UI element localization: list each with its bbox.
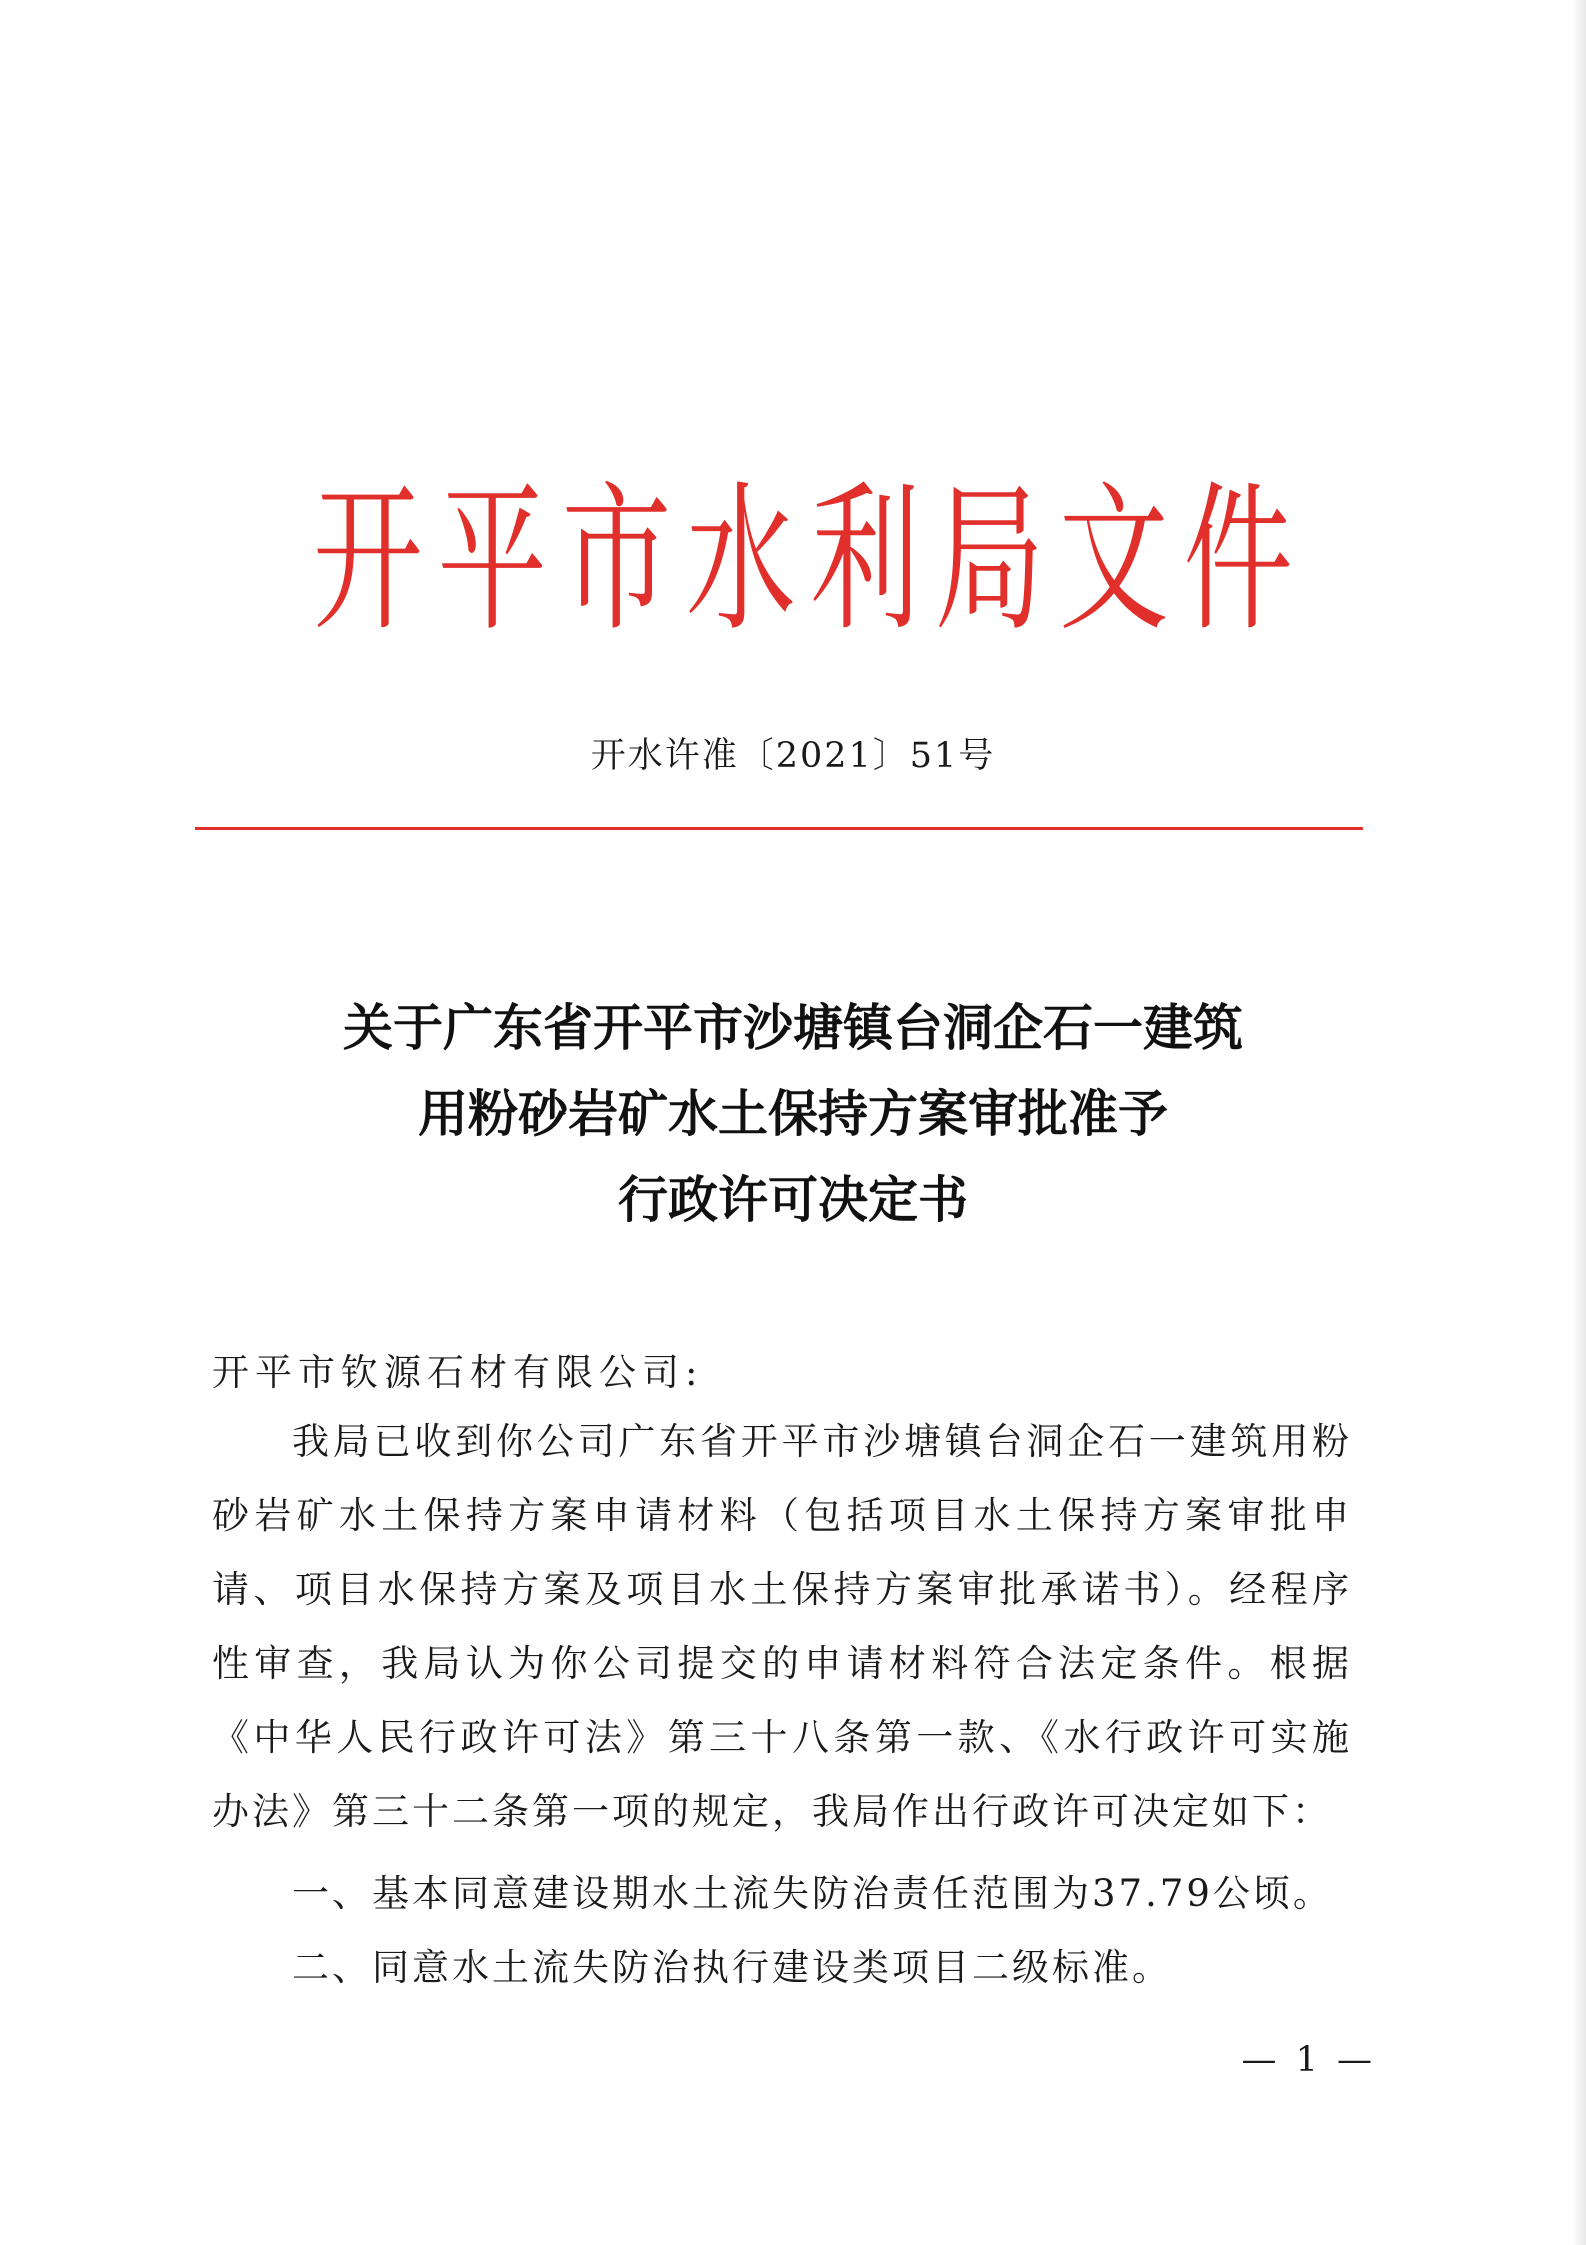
document-number: 开水许准〔2021〕51号 — [590, 736, 996, 776]
title-line-3: 行政许可决定书 — [618, 1170, 968, 1229]
decision-item-1: 一、基本同意建设期水土流失防治责任范围为37.79公顷。 — [292, 1872, 1333, 1915]
document-title — [0, 985, 1586, 1243]
title-line-1: 关于广东省开平市沙塘镇台洞企石一建筑 — [343, 998, 1243, 1057]
addressee: 开平市钦源石材有限公司: — [212, 1351, 704, 1394]
body-paragraph: 我局已收到你公司广东省开平市沙塘镇台洞企石一建筑用粉砂岩矿水土保持方案申请材料（包括项目水土保持方案审批申请、项目水保持方案及项目水土保持方案审批承诺书）。经程序性审查，我局认为你公司提交的申请材料符合法定条件。根据《中华人民行政许可法》第三十八条第一款、《水行政许可实施办法》第三十二条第一项的规定，我局作出行政许可决定如下： — [212, 1420, 1352, 1833]
title-line-2: 用粉砂岩矿水土保持方案审批准予 — [418, 1084, 1168, 1143]
red-divider-line — [195, 827, 1363, 830]
decision-item-2: 二、同意水土流失防治执行建设类项目二级标准。 — [292, 1946, 1172, 1989]
page-number: — 1 — — [1241, 2040, 1376, 2080]
document-masthead: 开平市水利局文件 — [313, 467, 1308, 653]
